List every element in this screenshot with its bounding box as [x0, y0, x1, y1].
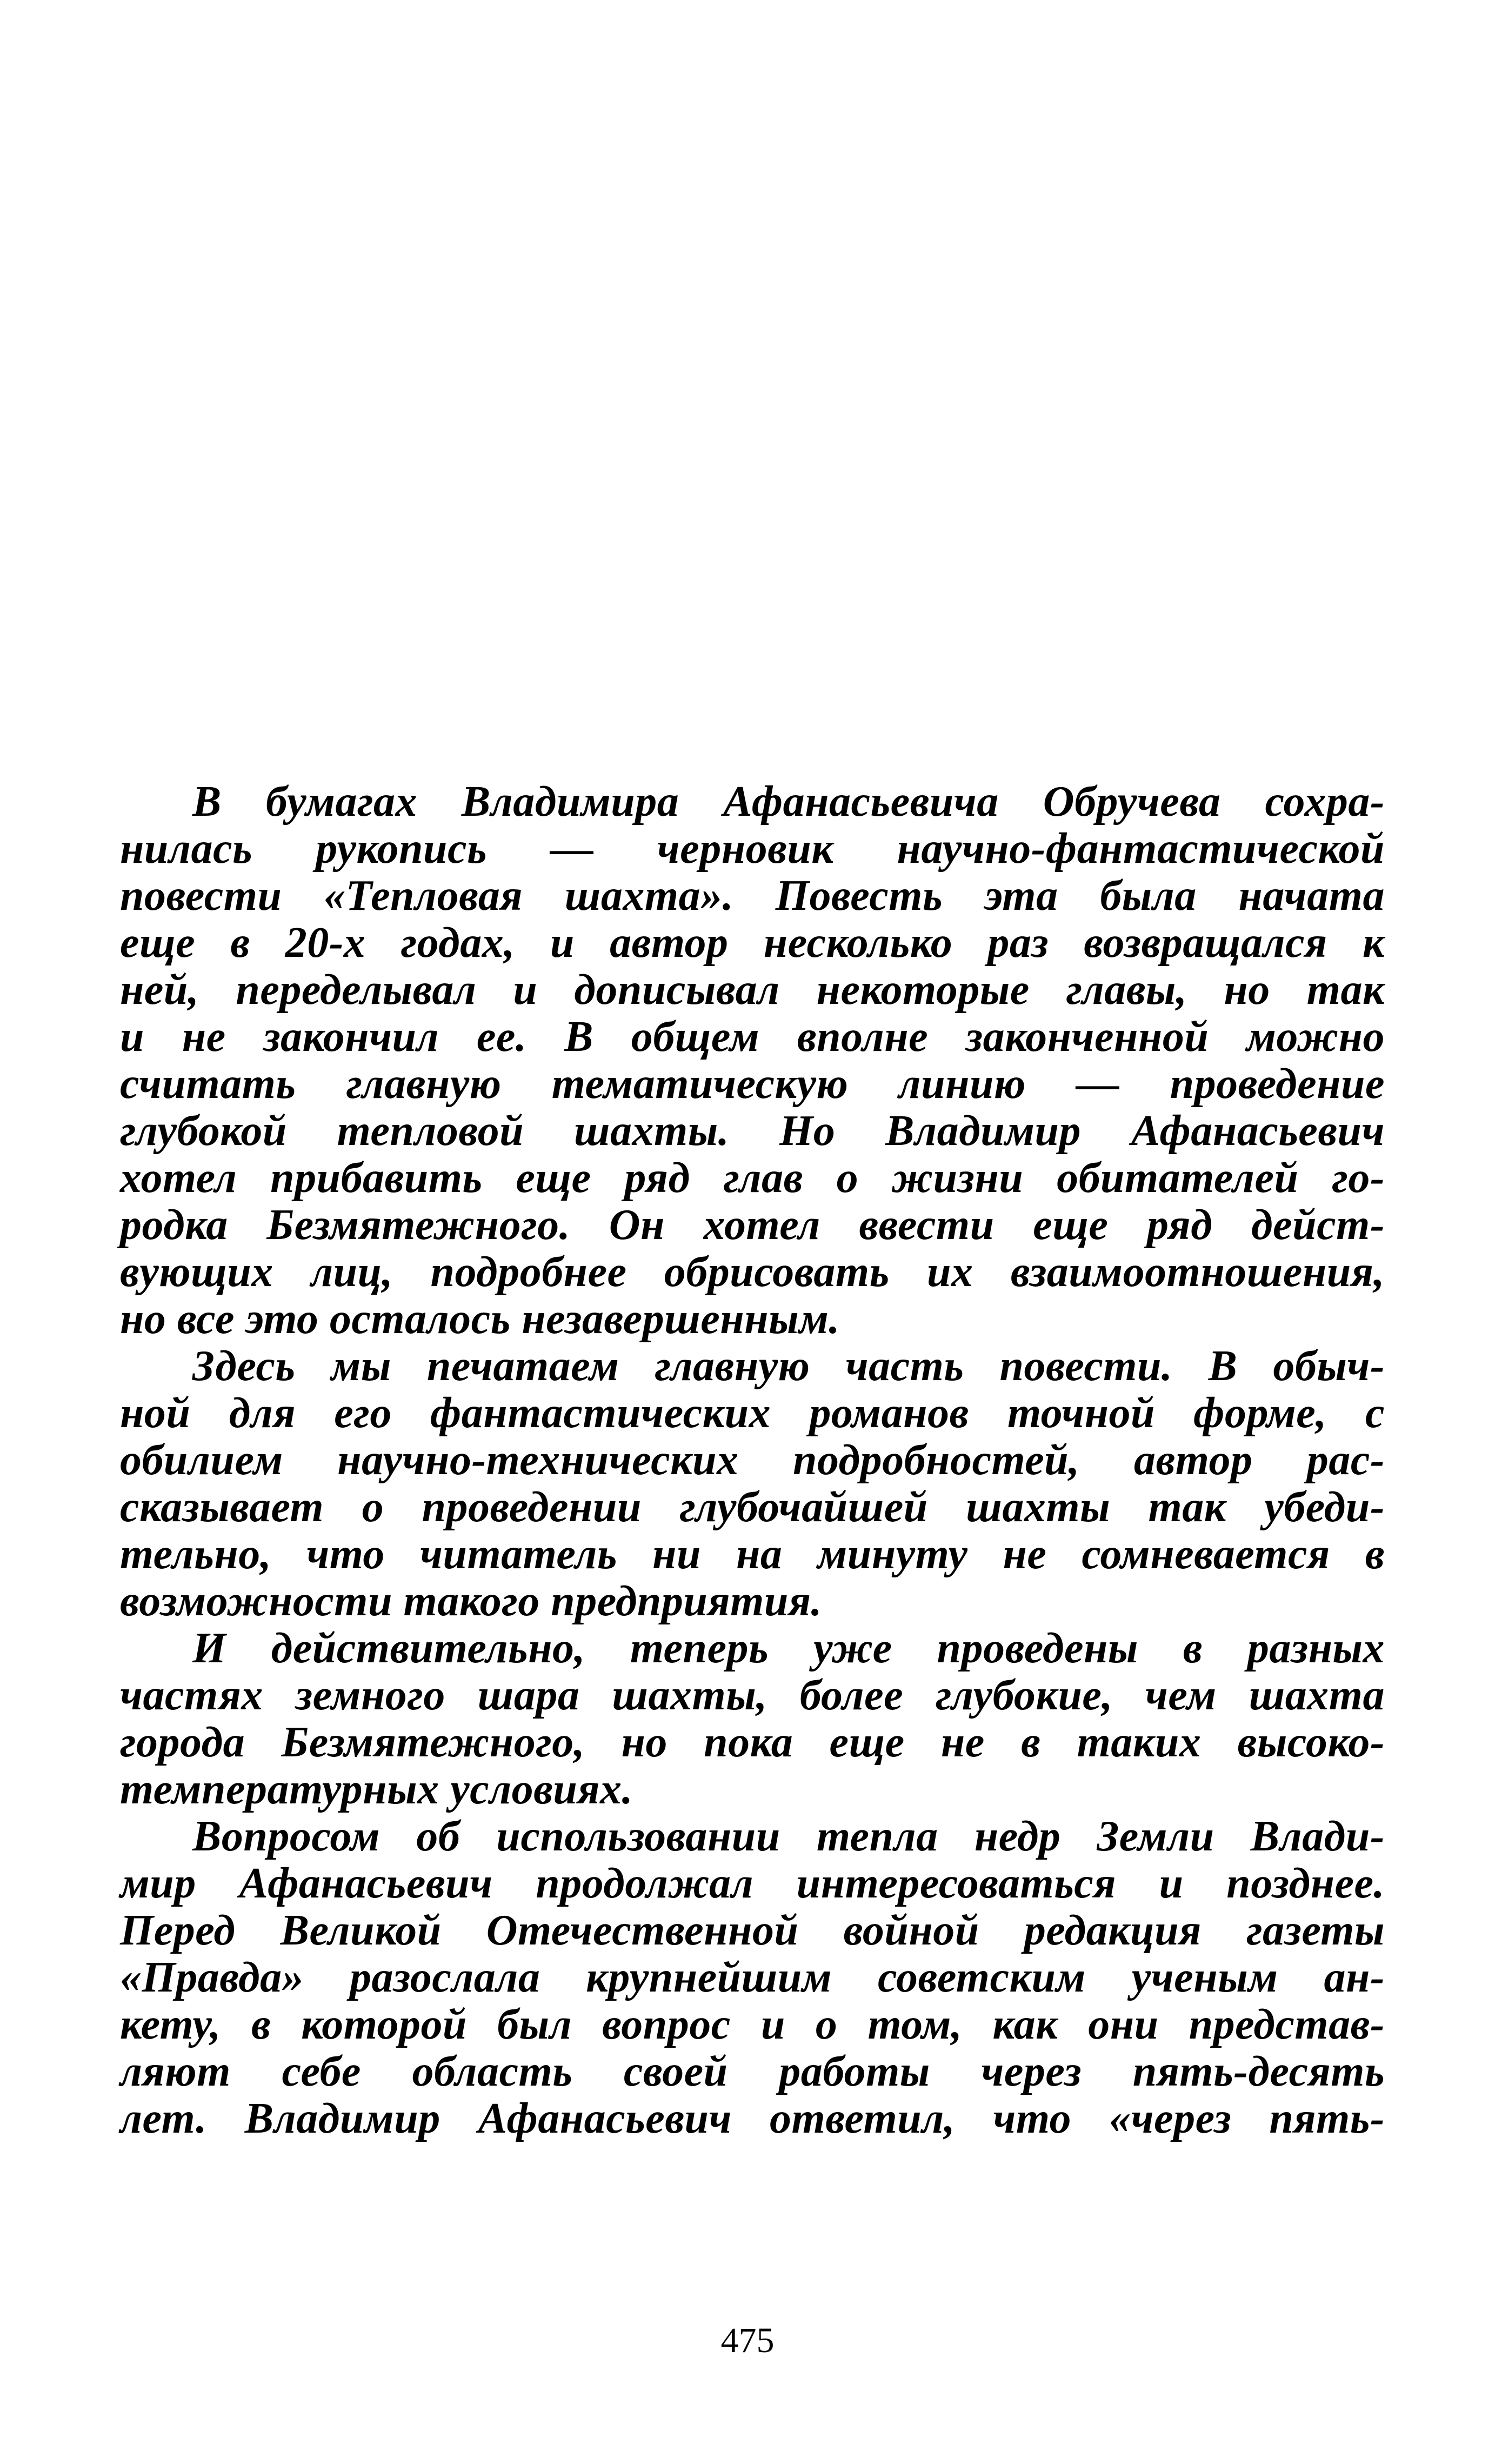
text-line: родка Безмятежного. Он хотел ввести еще ряд дейст-	[120, 1201, 1385, 1249]
text-line: еще в 20-х годах, и автор несколько раз возвращался к	[120, 919, 1385, 967]
text-line: мир Афанасьевич продолжал интересоваться и позднее.	[120, 1860, 1385, 1907]
text-line: В бумагах Владимира Афанасьевича Обручева сохра-	[192, 778, 1385, 825]
text-line: считать главную тематическую линию — проведение	[120, 1060, 1385, 1108]
text-line: кету, в которой был вопрос и о том, как они представ-	[120, 2001, 1385, 2048]
text-line: возможности такого предприятия.	[120, 1577, 823, 1625]
text-line: лет. Владимир Афанасьевич ответил, что «через пять-	[120, 2095, 1385, 2142]
text-line: Здесь мы печатаем главную часть повести. В обыч-	[192, 1342, 1385, 1390]
text-line: ляют себе область своей работы через пять-десять	[120, 2048, 1385, 2095]
text-line: тельно, что читатель ни на минуту не сомневается в	[120, 1530, 1385, 1578]
text-line: повести «Тепловая шахта». Повесть эта была начата	[120, 872, 1385, 920]
text-line: И действительно, теперь уже проведены в разных	[192, 1624, 1385, 1672]
text-line: «Правда» разослала крупнейшим советским ученым ан-	[120, 1954, 1385, 2001]
text-line: ной для его фантастических романов точной форме, с	[120, 1389, 1385, 1437]
page-number: 475	[720, 2321, 775, 2360]
text-line: температурных условиях.	[120, 1766, 633, 1813]
text-line: обилием научно-технических подробностей, автор рас-	[120, 1436, 1385, 1484]
text-line: Перед Великой Отечественной войной редакция газеты	[120, 1907, 1385, 1954]
text-line: сказывает о проведении глубочайшей шахты так убеди-	[120, 1483, 1385, 1531]
text-line: глубокой тепловой шахты. Но Владимир Афанасьевич	[120, 1107, 1385, 1155]
text-line: города Безмятежного, но пока еще не в таких высоко-	[120, 1719, 1385, 1766]
text-line: и не закончил ее. В общем вполне законченной можно	[120, 1013, 1385, 1061]
text-line: Вопросом об использовании тепла недр Земли Влади-	[192, 1813, 1385, 1860]
text-line: частях земного шара шахты, более глубокие, чем шахта	[120, 1671, 1385, 1719]
text-line: но все это осталось незавершенным.	[120, 1295, 840, 1343]
body-text	[120, 778, 1385, 2142]
text-line: хотел прибавить еще ряд глав о жизни обитателей го-	[120, 1154, 1385, 1202]
text-line: вующих лиц, подробнее обрисовать их взаимоотношения,	[120, 1248, 1385, 1296]
text-line: ней, переделывал и дописывал некоторые главы, но так	[120, 966, 1385, 1014]
text-line: нилась рукопись — черновик научно-фантастической	[120, 825, 1385, 873]
